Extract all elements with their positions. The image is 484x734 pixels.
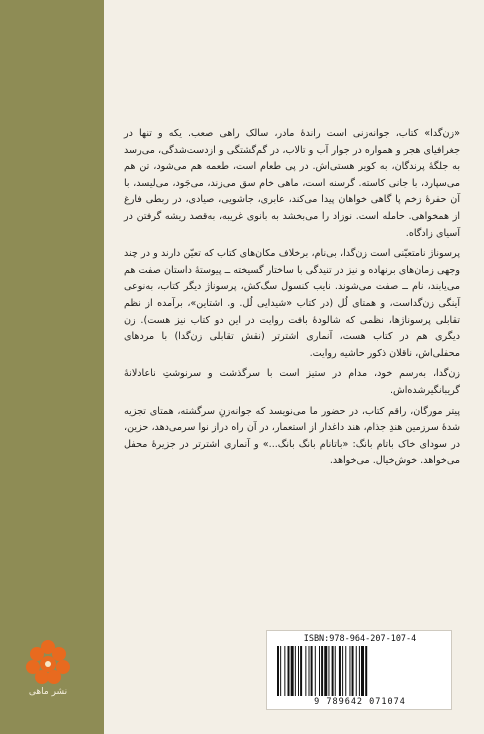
blurb-text xyxy=(124,126,460,474)
blurb-paragraph: «زن‌گدا» کتاب، جوانه‌زنی است راندهٔ مادر، سالک راهی صعب. یکه و تنها در جغرافیای هجر و همواره در جوار آب و تالاب، در گم‌گشتگی و ازدست‌شدگی، می‌رسد به جلگهٔ پرندگان، به کویر هستی‌اش. در پی طعام است، طعمه هم می‌شود، تن هم می‌سپارد، با جانی کاسته. گرسنه است، ماهی خام سق می‌زند، می‌جَود، می‌لیسد، با آن حفرهٔ زخم پا گاهی خواهان پیدا می‌کند، عابری، جاشویی، صیادی، در ربطی فارغ از همخواهی. حامله است. نوزاد را می‌بخشد به بانوی غریبه، به‌قصد ریشه گرفتن در آسیای زادگاه. xyxy=(124,128,460,239)
barcode-digits: 9 789642 071074 xyxy=(314,697,406,707)
barcode-bars xyxy=(275,646,445,696)
blurb-paragraph: پیتر مورگان، راقم کتاب، در حضور ما می‌نویسد که جوانه‌زنِ سرگشته، همتای تجزیه شدهٔ سرزمین هندِ جذام، هند داغدار از استعمار، در آن راه دراز نوا سرمی‌دهد، حزین، در سودای خاک باتام بانگ: «باتانام بانگ بانگ...» و آنماری اشترتر در جزیرهٔ محفل می‌خواهد. خوش‌خیال. می‌خواهد. xyxy=(124,405,460,467)
publisher-logo xyxy=(18,637,78,709)
publisher-logo-caption: نشر ماهی xyxy=(28,687,68,697)
blurb-paragraph: زن‌گدا، به‌رسم خود، مدام در ستیز است با سرگذشت و سرنوشتِ ناعادلانهٔ گریبانگیرشده‌اش. xyxy=(124,368,460,396)
blurb-paragraph: پرسوناژ نامتعیّنی است زن‌گدا، بی‌نام، برخلاف مکان‌های کتاب که تعیّن دارند و در چند وجهی زمان‌های برنهاده و نیز در تنیدگی با ساختار گسیخته ــ پیوستهٔ داستان صفت هم می‌یابند، نام ــ صفت می‌شوند. نایب کنسول سگ‌کش، پرسوناژ دیگر کتاب، به‌نوعی آینگی زن‌گداست، و همتای لُل (در کتاب «شیدایی لُل. و. اشتاین»، برآمده از نظم تقابلی پرسوناژها، نظمی که شالودهٔ بافت روایت در این دو کتاب نیز هست). زن دیگری هم در کتاب هست، آنماری اشترتر (نقش تقابلی زن‌گدا) با مردهای محفلی‌اش، ناقلان ذکور حاشیه روایت. xyxy=(124,248,460,359)
isbn-label: ISBN:978-964-207-107-4 xyxy=(303,634,417,644)
isbn-barcode xyxy=(266,630,452,710)
flower-logo-icon xyxy=(18,637,78,687)
cover-spine-band xyxy=(0,0,104,734)
